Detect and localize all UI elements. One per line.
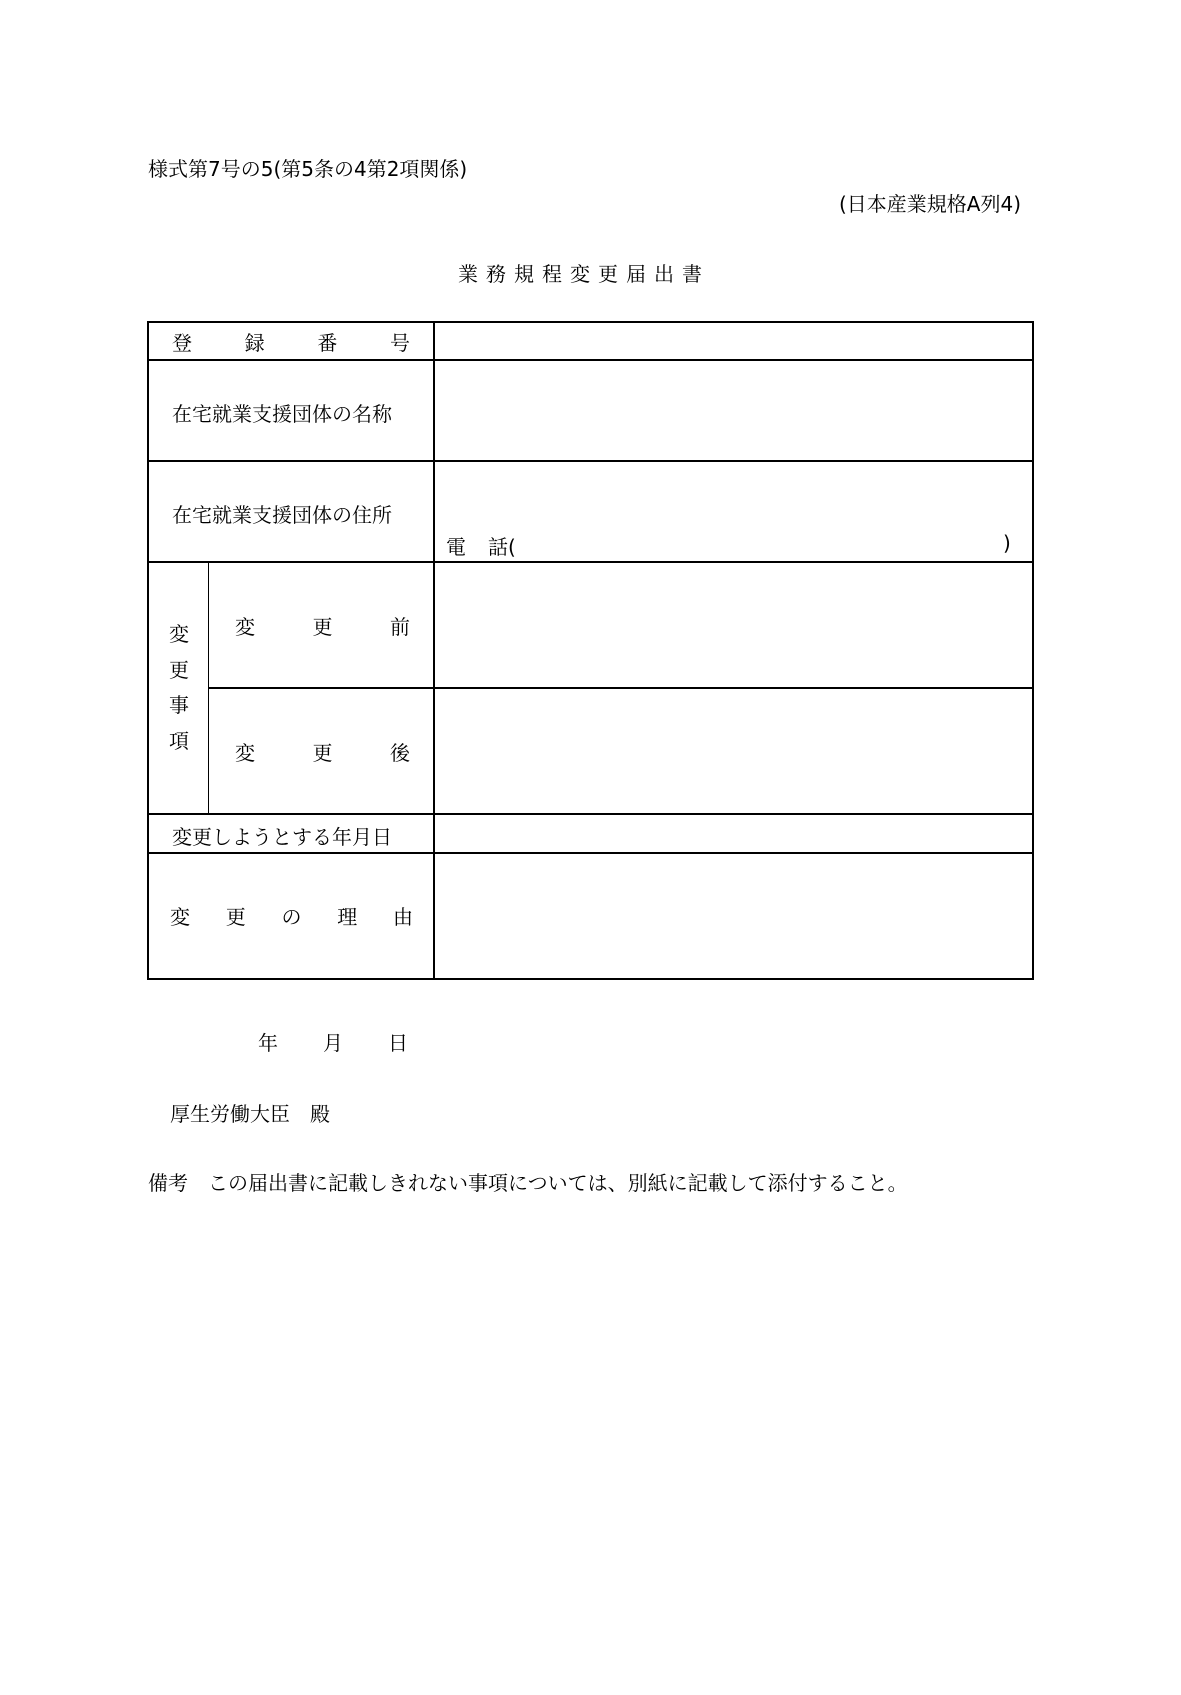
form-number: 様式第7号の5(第5条の4第2項関係) <box>148 157 468 181</box>
org-address-field[interactable] <box>436 463 1031 523</box>
reason-field[interactable] <box>436 855 1031 977</box>
table-border <box>147 813 1034 815</box>
table-border <box>433 321 435 980</box>
char: 後 <box>390 740 410 765</box>
org-address-label: 在宅就業支援団体の住所 <box>172 503 392 527</box>
table-border <box>208 687 1034 689</box>
table-border <box>147 321 149 980</box>
char: 変 <box>170 904 190 929</box>
table-border <box>147 460 1034 462</box>
org-name-field[interactable] <box>436 362 1031 459</box>
org-name-label: 在宅就業支援団体の名称 <box>172 402 392 426</box>
char: 前 <box>390 614 410 639</box>
paper-size: (日本産業規格A列4) <box>838 192 1021 216</box>
remarks: 備考 この届出書に記載しきれない事項については、別紙に記載して添付すること。 <box>148 1171 908 1195</box>
table-border <box>147 978 1034 980</box>
char: 号 <box>389 330 410 355</box>
char: 更 <box>169 657 189 682</box>
change-date-label: 変更しようとする年月日 <box>172 825 392 849</box>
after-label <box>235 736 410 766</box>
before-label <box>235 610 410 640</box>
registration-number-field[interactable] <box>436 324 1031 358</box>
char: 年 <box>258 1030 278 1055</box>
change-items-label <box>165 618 193 754</box>
char: 録 <box>244 330 265 355</box>
char: 番 <box>317 330 338 355</box>
char: 項 <box>169 728 189 753</box>
char: 登 <box>172 330 192 355</box>
document-title: 業務規程変更届出書 <box>458 262 710 286</box>
char: 変 <box>169 622 189 646</box>
submission-date <box>258 1027 408 1055</box>
table-border <box>208 561 209 814</box>
char: の <box>281 904 302 929</box>
registration-number-label <box>172 322 410 360</box>
table-border <box>147 561 1034 563</box>
reason-label <box>170 900 413 930</box>
char: 話( <box>488 535 516 559</box>
char: 更 <box>312 614 333 639</box>
table-border <box>147 852 1034 854</box>
char: 更 <box>225 904 246 929</box>
change-date-field[interactable] <box>436 816 1031 851</box>
char: 電 <box>446 535 466 559</box>
char: 理 <box>337 904 358 929</box>
char: 月 <box>323 1030 343 1055</box>
char: 日 <box>388 1030 408 1055</box>
table-border <box>1032 321 1034 980</box>
char: 変 <box>235 614 255 639</box>
before-field[interactable] <box>436 564 1031 686</box>
char: 由 <box>393 904 413 929</box>
phone-label <box>446 531 516 560</box>
addressee: 厚生労働大臣 殿 <box>170 1102 330 1126</box>
char: 事 <box>169 693 189 718</box>
after-field[interactable] <box>436 690 1031 812</box>
char: 更 <box>312 740 333 765</box>
char: 変 <box>235 740 255 765</box>
phone-close: ) <box>1003 531 1011 555</box>
